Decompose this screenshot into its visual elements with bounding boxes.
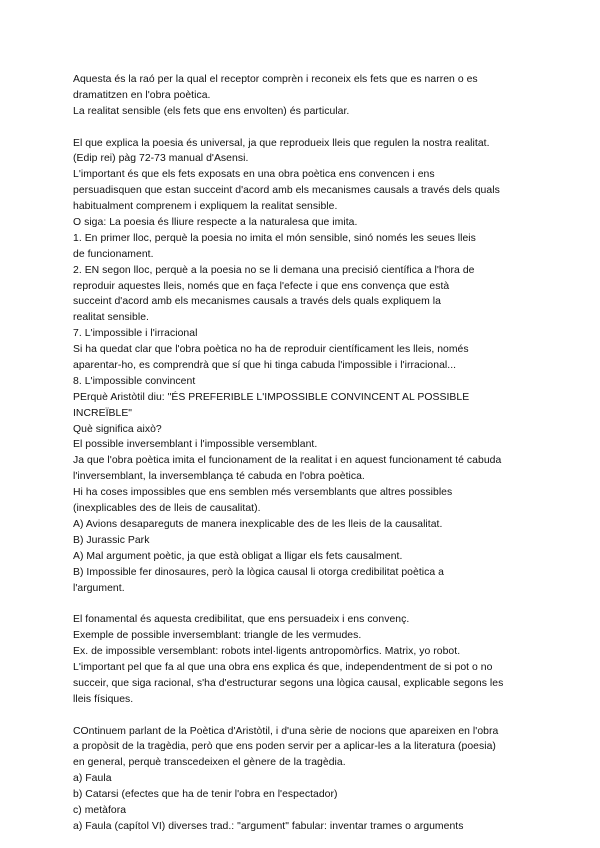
text-line: Hi ha coses impossibles que ens semblen més versemblants que altres possibles — [73, 487, 453, 499]
text-line: B) Jurassic Park — [73, 534, 150, 546]
text-line: (Edip rei) pàg 72-73 manual d'Asensi. — [73, 153, 249, 165]
text-line: aparentar-ho, es comprendrà que sí que hi tinga cabuda l'impossible i l'irracional... — [73, 360, 457, 372]
text-line: (inexplicables des de lleis de causalitat). — [73, 503, 261, 515]
text-line: Exemple de possible inversemblant: triangle de les vermudes. — [73, 630, 362, 642]
text-line: A) Mal argument poètic, ja que està obligat a lligar els fets causalment. — [73, 550, 403, 562]
text-line: Ja que l'obra poètica imita el funcionament de la realitat i en aquest funcionament té cabuda — [73, 455, 502, 467]
text-line: Ex. de impossible versemblant: robots intel·ligents antropomòrfics. Matrix, yo robot. — [73, 646, 461, 658]
text-line: Què significa això? — [73, 423, 162, 435]
blank-line — [73, 596, 543, 612]
text-line: l'inversemblant, la inversemblança té cabuda en l'obra poètica. — [73, 471, 365, 483]
text-line: a propòsit de la tragèdia, però que ens poden servir per a aplicar-les a la literatura (poesia) — [73, 741, 496, 753]
text-line: succeint d'acord amb els mecanismes causals a través dels quals expliquem la — [73, 296, 441, 308]
text-line: COntinuem parlant de la Poètica d'Aristòtil, i d'una sèrie de nocions que apareixen en l'obra — [73, 725, 499, 737]
text-line: El fonamental és aquesta credibilitat, que ens persuadeix i ens convenç. — [73, 614, 410, 626]
text-line: en general, perquè transcedeixen el gènere de la tragèdia. — [73, 757, 346, 769]
text-line: a) Faula — [73, 773, 112, 785]
text-line: de funcionament. — [73, 248, 154, 260]
text-line: realitat sensible. — [73, 312, 149, 324]
text-line: L'important pel que fa al que una obra ens explica és que, independentment de si pot o no — [73, 661, 493, 673]
text-line: INCREÏBLE" — [73, 407, 133, 419]
text-line: reproduir aquestes lleis, només que en faça l'efecte i que ens convença que està — [73, 280, 450, 292]
text-line: PErquè Aristòtil diu: "ÉS PREFERIBLE L'IMPOSSIBLE CONVINCENT AL POSSIBLE — [73, 391, 470, 403]
text-line: El que explica la poesia és universal, ja que reprodueix lleis que regulen la nostra realitat. — [73, 137, 490, 149]
text-line: persuadisquen que estan succeint d'acord amb els mecanismes causals a través dels quals — [73, 185, 500, 197]
text-line: Si ha quedat clar que l'obra poètica no ha de reproduir científicament les lleis, només — [73, 344, 469, 356]
text-line: 2. EN segon lloc, perquè a la poesia no se li demana una precisió científica a l'hora de — [73, 264, 475, 276]
text-line: 1. En primer lloc, perquè la poesia no imita el món sensible, sinó només les seues lleis — [73, 232, 476, 244]
document-body — [73, 72, 543, 835]
text-line: l'argument. — [73, 582, 125, 594]
blank-line — [73, 120, 543, 136]
blank-line — [73, 708, 543, 724]
text-line: a) Faula (capítol VI) diverses trad.: "argument" fabular: inventar trames o arguments — [73, 820, 464, 832]
text-line: La realitat sensible (els fets que ens envolten) és particular. — [73, 105, 350, 117]
text-line: lleis físiques. — [73, 693, 134, 705]
text-line: 7. L'impossible i l'irracional — [73, 328, 198, 340]
text-line: c) metàfora — [73, 804, 127, 816]
text-line: habitualment comprenem i expliquem la realitat sensible. — [73, 201, 338, 213]
text-line: B) Impossible fer dinosaures, però la lògica causal li otorga credibilitat poètica a — [73, 566, 444, 578]
text-line: Aquesta és la raó per la qual el receptor comprèn i reconeix els fets que es narren o es — [73, 74, 478, 85]
text-line: A) Avions desapareguts de manera inexplicable des de les lleis de la causalitat. — [73, 518, 443, 530]
text-line: O siga: La poesia és lliure respecte a la naturalesa que imita. — [73, 217, 358, 229]
text-line: dramatitzen en l'obra poètica. — [73, 89, 211, 101]
text-line: b) Catarsi (efectes que ha de tenir l'obra en l'espectador) — [73, 789, 338, 801]
text-line: succeir, que siga racional, s'ha d'estructurar segons una lògica causal, explicable segons les — [73, 677, 504, 689]
text-line: L'important és que els fets exposats en una obra poètica ens convencen i ens — [73, 169, 435, 181]
text-line: 8. L'impossible convincent — [73, 375, 196, 387]
text-line: El possible inversemblant i l'impossible versemblant. — [73, 439, 318, 451]
